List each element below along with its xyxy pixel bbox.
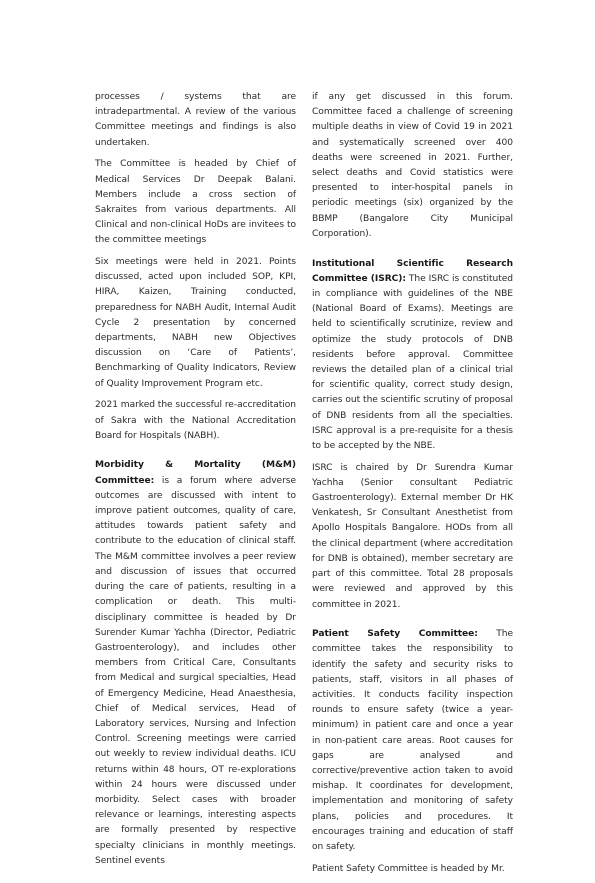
paragraph-patient-safety — [312, 627, 513, 855]
isrc-heading: Institutional Scientific Research Committee (ISRC): — [312, 258, 513, 284]
paragraph-sentinel-covid: if any get discussed in this forum. Committee faced a challenge of screening multiple deaths in view of Covid 19 in 2021 and systematically screened over 400 deaths were screened in 2021. Further, select deaths and Covid statistics were presented to inter-hospital panels in periodic meetings (six) organized by the BBMP (Bangalore City Municipal Corporation). — [312, 92, 513, 239]
paragraph-mm-committee — [95, 458, 296, 868]
isrc-body: The ISRC is constituted in compliance with guidelines of the NBE (National Board of Exams). Meetings are held to scientifically scrutinize, review and optimize the study protocols of DNB residents before approval. Committee reviews the detailed plan of a clinical trial for scientific quality, correct study design, carries out the scientific scrutiny of proposal of DNB residents from all the specialties. ISRC approval is a pre-requisite for a thesis to be accepted by the NBE. — [312, 273, 513, 451]
paragraph-six-meetings: Six meetings were held in 2021. Points discussed, acted upon included SOP, KPI, HIRA, Kaizen, Training conducted, preparedness for NABH Audit, Internal Audit Cycle 2 presentation by concerned departments, NABH new Objectives discussion on ‘Care of Patients’, Benchmarking of Quality Indicators, Review of Quality Improvement Program etc. — [95, 257, 296, 389]
mm-committee-heading: Morbidity & Mortality (M&M) Committee: — [95, 460, 296, 486]
mm-committee-body: is a forum where adverse outcomes are discussed with intent to improve patient outcomes, quality of care, attitudes towards patient safety and contribute to the education of clinical staff. The M&M committee involves a peer review and discussion of issues that occurred during the care of patients, resulting in a complication or death. This multi-disciplinary committee is headed by Dr Surender Kumar Yachha (Director, Pediatric Gastroenterology), and includes other members from Critical Care, Consultants from Medical and surgical specialties, Head of Emergency Medicine, Head Anaesthesia, Chief of Medical services, Head of Laboratory services, Nursing and Infection Control. Screening meetings were carried out weekly to review individual deaths. ICU returns within 48 hours, OT re-explorations within 24 hours were discussed under morbidity. Select cases with broader relevance or learnings, interesting aspects are formally presented by respective specialty clinicians in monthly meetings. Sentinel events — [95, 475, 296, 866]
paragraph-processes-review: processes / systems that are intradepartmental. A review of the various Committee meetings and findings is also undertaken. — [95, 92, 296, 148]
paragraph-isrc — [312, 257, 513, 455]
paragraph-nabh-reaccreditation: 2021 marked the successful re-accreditation of Sakra with the National Accreditation Board for Hospitals (NABH). — [95, 400, 296, 441]
paragraph-isrc-chair: ISRC is chaired by Dr Surendra Kumar Yachha (Senior consultant Pediatric Gastroenterology). External member Dr HK Venkatesh, Sr Consultant Anesthetist from Apollo Hospitals Bangalore. HODs from all the clinical department (where accreditation for DNB is obtained), member secretary are part of this committee. Total 28 proposals were reviewed and approved by this committee in 2021. — [312, 462, 513, 610]
patient-safety-heading: Patient Safety Committee: — [312, 629, 478, 640]
paragraph-patient-safety-head: Patient Safety Committee is headed by Mr. — [312, 863, 505, 874]
right-column — [312, 90, 513, 883]
patient-safety-body: The committee takes the responsibility to identify the safety and security risks to patients, staff, visitors in all phases of activities. It conducts facility inspection rounds to ensure safety (twice a year-minimum) in patient care and once a year in non-patient care areas. Root causes for gaps are analysed and corrective/preventive action taken to avoid mishap. It coordinates for development, implementation and monitoring of safety plans, policies and procedures. It encourages training and education of staff on safety. — [312, 629, 513, 853]
paragraph-committee-head: The Committee is headed by Chief of Medical Services Dr Deepak Balani. Members include a cross section of Sakraites from various departments. All Clinical and non-clinical HoDs are invitees to the committee meetings — [95, 159, 296, 246]
left-column — [95, 90, 296, 875]
